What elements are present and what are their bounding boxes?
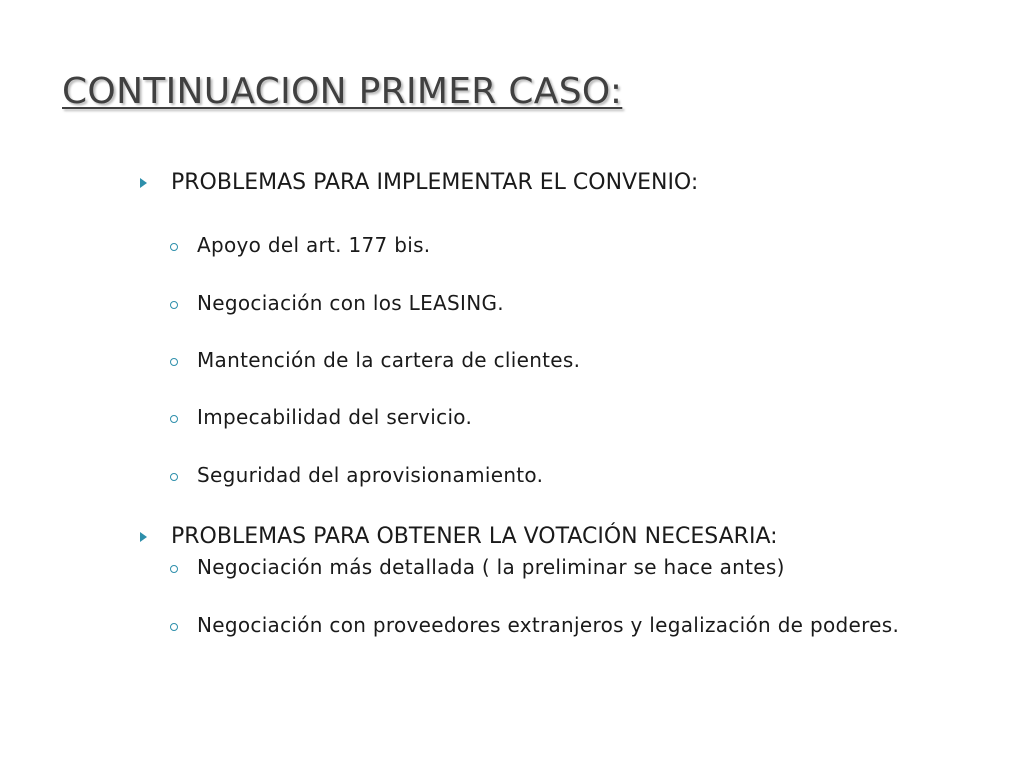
list-item-label: Negociación con proveedores extranjeros y legalización de poderes. <box>197 613 900 637</box>
list-item-label: Mantención de la cartera de clientes. <box>197 348 581 372</box>
section-heading-implementar <box>140 168 698 198</box>
list-item <box>170 405 960 429</box>
list-item <box>170 613 960 637</box>
list-item-label: Negociación más detallada ( la preliminar se hace antes) <box>197 555 785 579</box>
ring-bullet-icon <box>170 623 178 631</box>
ring-bullet-icon <box>170 358 178 366</box>
slide-title: CONTINUACION PRIMER CASO: <box>62 71 623 112</box>
list-item <box>170 291 960 315</box>
ring-bullet-icon <box>170 473 178 481</box>
ring-bullet-icon <box>170 301 178 309</box>
section-heading-votacion <box>140 522 778 552</box>
list-item <box>170 233 960 257</box>
triangle-right-icon <box>140 532 147 542</box>
ring-bullet-icon <box>170 415 178 423</box>
triangle-right-icon <box>140 178 147 188</box>
ring-bullet-icon <box>170 565 178 573</box>
ring-bullet-icon <box>170 243 178 251</box>
list-item <box>170 555 960 579</box>
list-item-label: Apoyo del art. 177 bis. <box>197 233 431 257</box>
section-heading-label: PROBLEMAS PARA IMPLEMENTAR EL CONVENIO: <box>171 170 699 195</box>
list-item-label: Negociación con los LEASING. <box>197 291 504 315</box>
list-item-label: Seguridad del aprovisionamiento. <box>197 463 544 487</box>
list-item <box>170 348 960 372</box>
list-item-label: Impecabilidad del servicio. <box>197 405 473 429</box>
list-item <box>170 463 960 487</box>
section-heading-label: PROBLEMAS PARA OBTENER LA VOTACIÓN NECESARIA: <box>171 524 778 549</box>
